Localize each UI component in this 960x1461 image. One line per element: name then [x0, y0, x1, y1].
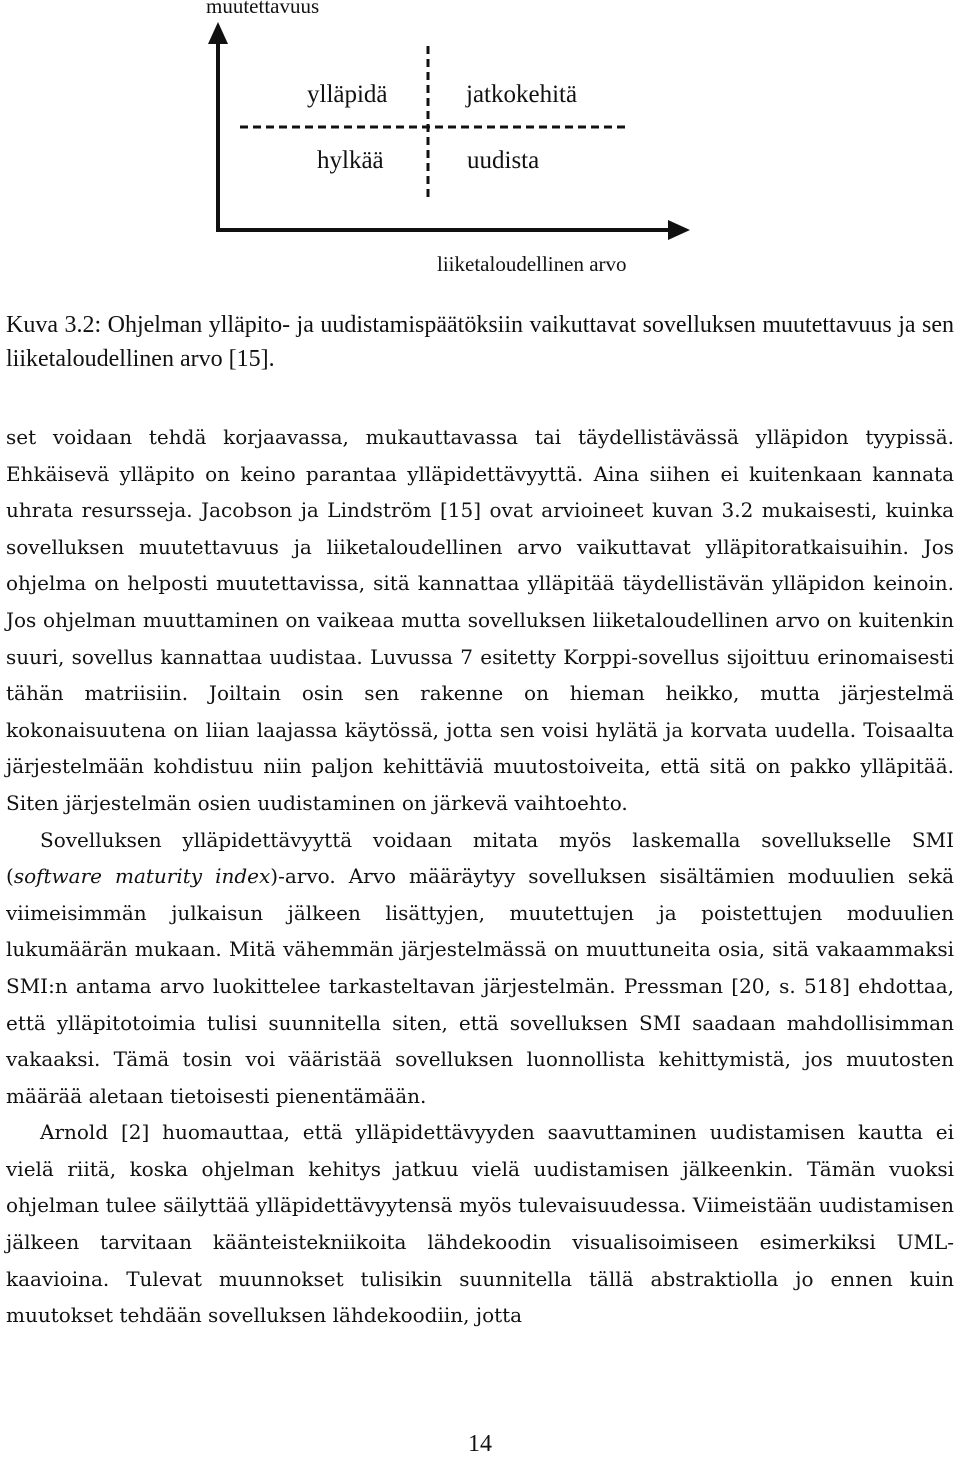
- quadrant-label-bottom-left: hylkää: [317, 147, 384, 174]
- y-axis-label: muutettavuus: [206, 0, 320, 18]
- y-axis-arrowhead: [208, 22, 228, 44]
- body-text: [6, 419, 954, 1334]
- quadrant-label-top-left: ylläpidä: [307, 81, 388, 108]
- paragraph-text: )-arvo. Arvo määräytyy sovelluksen sisältämien moduulien sekä viimeisimmän julkaisun jälkeen lisättyjen, muutettujen ja poistettujen moduulien lukumäärän mukaan. Mitä vähemmän järjestelmässä on muuttuneita osia, sitä vakaammaksi SMI:n antama arvo luokittelee tarkasteltavan järjestelmän. Pressman [20, s. 518] ehdottaa, että ylläpitotoimia tulisi suunnitella siten, että sovelluksen SMI saadaan mahdollisimman vakaaksi. Tämä tosin voi vääristää sovelluksen luonnollista kehittymistä, jos muutosten määrää aletaan tietoisesti pienentämään.: [6, 864, 954, 1108]
- paragraph: Arnold [2] huomauttaa, että ylläpidettävyyden saavuttaminen uudistamisen kautta ei vielä riitä, koska ohjelman kehitys jatkuu vielä uudistamisen jälkeenkin. Tämän vuoksi ohjelman tulee säilyttää ylläpidettävyytensä myös tulevaisuudessa. Viimeistään uudistamisen jälkeen tarvitaan käänteistekniikoita lähdekoodin visualisoimiseen esimerkiksi UML-kaavioina. Tulevat muunnokset tulisikin suunnitella tällä abstraktiolla jo ennen kuin muutokset tehdään sovelluksen lähdekoodiin, jotta: [6, 1120, 954, 1328]
- italic-term: software maturity index: [13, 864, 271, 889]
- paragraph: set voidaan tehdä korjaavassa, mukauttavassa tai täydellistävässä ylläpidon tyypissä. Ehkäisevä ylläpito on keino parantaa ylläpidettävyyttä. Aina siihen ei kuitenkaan kannata uhrata resursseja. Jacobson ja Lindström [15] ovat arvioineet kuvan 3.2 mukaisesti, kuinka sovelluksen muutettavuus ja liiketaloudellinen arvo vaikuttavat ylläpitoratkaisuihin. Jos ohjelma on helposti muutettavissa, sitä kannattaa ylläpitää täydellistävän ylläpidon keinoin. Jos ohjelman muuttaminen on vaikeaa mutta sovelluksen liiketaloudellinen arvo on kuitenkin suuri, sovellus kannattaa uudistaa. Luvussa 7 esitetty Korppi-sovellus sijoittuu erinomaisesti tähän matriisiin. Joiltain osin sen rakenne on hieman heikko, mutta järjestelmä kokonaisuutena on liian laajassa käytössä, jotta sen voisi hylätä ja korvata uudella. Toisaalta järjestelmään kohdistuu niin paljon kehittäviä muutostoiveita, että sitä on pakko ylläpitää. Siten järjestelmän osien uudistaminen on järkevä vaihtoehto.: [6, 425, 954, 815]
- figure-maintenance-matrix: [0, 0, 960, 290]
- paragraph-text: Sovelluksen ylläpidettävyyttä voidaan mitata myös laskemalla sovellukselle SMI (: [6, 827, 954, 889]
- quadrant-label-bottom-right: uudista: [467, 147, 540, 174]
- x-axis-arrowhead: [668, 220, 690, 240]
- page-number: 14: [468, 1431, 492, 1457]
- quadrant-label-top-right: jatkokehitä: [466, 81, 578, 108]
- paragraph: [6, 822, 954, 1115]
- matrix-diagram: [0, 0, 960, 290]
- x-axis-label: liiketaloudellinen arvo: [437, 252, 627, 276]
- figure-caption: Kuva 3.2: Ohjelman ylläpito- ja uudistamispäätöksiin vaikuttavat sovelluksen muutettavuus ja sen liiketaloudellinen arvo [15].: [6, 312, 954, 372]
